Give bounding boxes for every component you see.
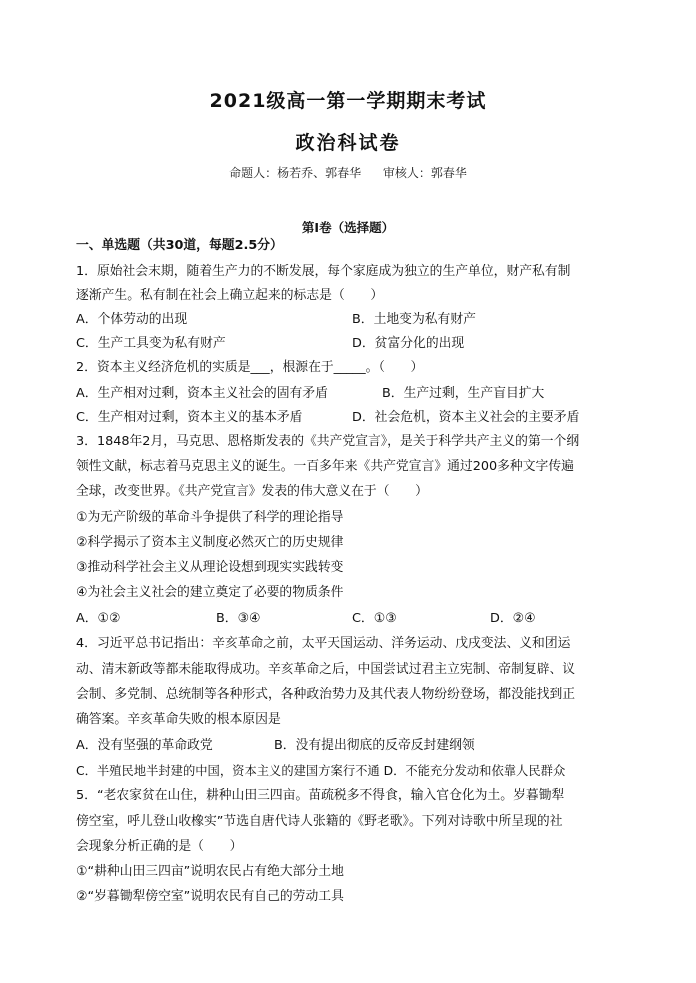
q5-statement-2: ②“岁暮锄犁傍空室”说明农民有自己的劳动工具 [76, 889, 344, 904]
reviewer: 审核人：郭春华 [382, 166, 467, 180]
q5-line-1: 5．“老农家贫在山住，耕种山田三四亩。苗疏税多不得食，输入官仓化为土。岁暮锄犁 [76, 788, 565, 803]
q4-line-2: 动、清末新政等都未能取得成功。辛亥革命之后，中国尝试过君主立宪制、帝制复辟、议 [76, 662, 576, 677]
q4-option-cd: C．半殖民地半封建的中国，资本主义的建国方案行不通 D．不能充分发动和依靠人民群众 [76, 764, 566, 778]
exam-title: 2021级高一第一学期期末考试 [209, 90, 487, 112]
q1-line-2: 逐渐产生。私有制在社会上确立起来的标志是（ ） [76, 288, 384, 303]
q2-option-a: A．生产相对过剩，资本主义社会的固有矛盾 [76, 386, 328, 401]
q2-option-d: D．社会危机，资本主义社会的主要矛盾 [352, 410, 580, 425]
q3-option-a: A．①② [76, 611, 121, 626]
exam-subtitle: 政治科试卷 [295, 132, 401, 154]
q3-option-b: B．③④ [216, 611, 261, 626]
author-info [0, 164, 696, 181]
q2-option-c: C．生产相对过剩，资本主义的基本矛盾 [76, 410, 303, 425]
q3-statement-3: ③推动科学社会主义从理论设想到现实实践转变 [76, 560, 344, 575]
q3-option-d: D．②④ [490, 611, 536, 626]
q5-statement-1: ①“耕种山田三四亩”说明农民占有绝大部分土地 [76, 864, 344, 879]
q3-statement-2: ②科学揭示了资本主义制度必然灭亡的历史规律 [76, 535, 344, 550]
q1-option-b: B．土地变为私有财产 [352, 312, 476, 327]
q4-option-b: B．没有提出彻底的反帝反封建纲领 [274, 738, 475, 753]
part-title: 一、单选题（共30道，每题2.5分） [76, 238, 283, 253]
section-title: 第Ⅰ卷（选择题） [301, 220, 395, 235]
q5-line-2: 傍空室，呼儿登山收橡实”节选自唐代诗人张籍的《野老歌》。下列对诗歌中所呈现的社 [76, 814, 563, 829]
q3-option-c: C．①③ [352, 611, 397, 626]
q3-line-3: 全球，改变世界。《共产党宣言》发表的伟大意义在于（ ） [76, 484, 428, 499]
q3-line-1: 3．1848年2月，马克思、恩格斯发表的《共产党宣言》，是关于科学共产主义的第一个纲 [76, 434, 580, 449]
q4-line-3: 会制、多党制、总统制等各种形式，各种政治势力及其代表人物纷纷登场，都没能找到正 [76, 687, 576, 702]
q1-option-c: C．生产工具变为私有财产 [76, 336, 226, 351]
q3-statement-4: ④为社会主义社会的建立奠定了必要的物质条件 [76, 585, 344, 600]
q4-line-1: 4．习近平总书记指出：辛亥革命之前，太平天国运动、洋务运动、戊戌变法、义和团运 [76, 636, 571, 651]
q2-line-1: 2．资本主义经济危机的实质是___，根源在于_____。（ ） [76, 360, 424, 375]
q4-option-a: A．没有坚强的革命政党 [76, 738, 213, 753]
q3-line-2: 领性文献，标志着马克思主义的诞生。一百多年来《共产党宣言》通过200多种文字传遍 [76, 459, 574, 474]
authors: 命题人：杨若乔、郭春华 [229, 166, 362, 180]
q2-option-b: B．生产过剩，生产盲目扩大 [382, 386, 545, 401]
q1-option-d: D．贫富分化的出现 [352, 336, 465, 351]
q1-option-a: A．个体劳动的出现 [76, 312, 188, 327]
q3-statement-1: ①为无产阶级的革命斗争提供了科学的理论指导 [76, 510, 344, 525]
q4-line-4: 确答案。辛亥革命失败的根本原因是 [76, 712, 281, 727]
q1-line-1: 1．原始社会末期，随着生产力的不断发展，每个家庭成为独立的生产单位，财产私有制 [76, 264, 571, 279]
q5-line-3: 会现象分析正确的是（ ） [76, 839, 243, 854]
